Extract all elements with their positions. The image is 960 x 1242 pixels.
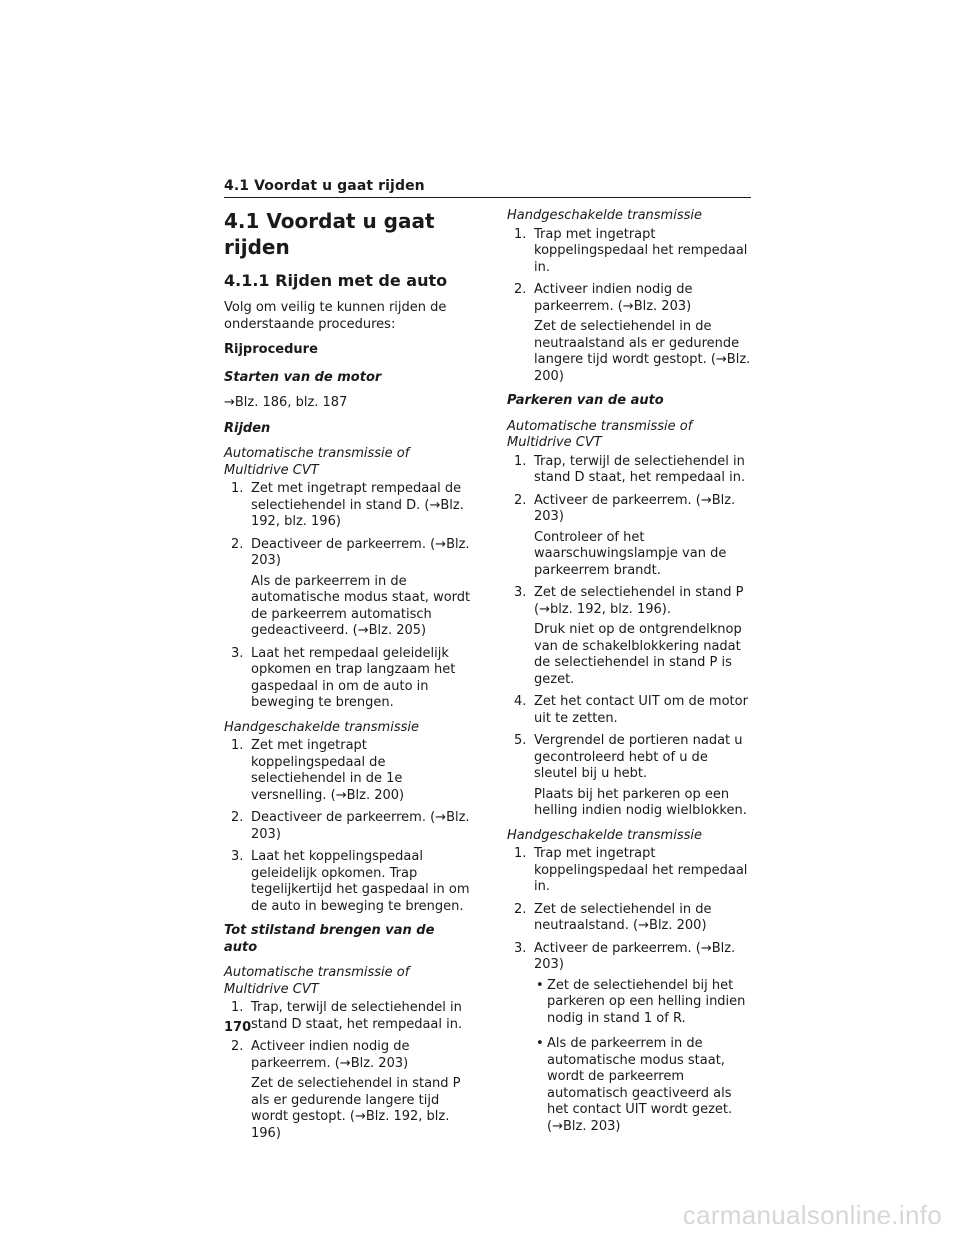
running-header: 4.1 Voordat u gaat rijden xyxy=(224,178,751,198)
bullet-item: • Zet de selectiehendel bij het parkeren op een helling indien nodig in stand 1 of R. xyxy=(534,978,753,1028)
list-item: 1. Trap met ingetrapt koppelingspedaal het rempedaal in. xyxy=(514,846,748,894)
start-title: Starten van de motor xyxy=(224,369,382,385)
list-item: 2. Zet de selectiehendel in de neutraalstand. (→Blz. 200) xyxy=(514,901,712,933)
list-item: 2. Activeer indien nodig de parkeerrem. (→Blz. 203) Zet de selectiehendel in stand P als er gedurende langere tijd wordt gestopt. (→Blz. 192, blz. 196) xyxy=(231,1039,472,1142)
list-item: 1. Trap, terwijl de selectiehendel in stand D staat, het rempedaal in. xyxy=(514,453,746,485)
list-item: 1. Zet met ingetrapt koppelingspedaal de selectiehendel in de 1e versnelling. (→Blz. 200) xyxy=(231,738,405,803)
step-note: Zet de selectiehendel in de neutraalstand als er gedurende langere tijd wordt gestopt. (→Blz. 200) xyxy=(534,319,751,384)
list-item: 2. Deactiveer de parkeerrem. (→Blz. 203) Als de parkeerrem in de automatische modus staat, wordt de parkeerrem automatisch gedeactiveerd. (→Blz. 205) xyxy=(231,536,471,638)
bullet-item: • Als de parkeerrem in de automatische modus staat, wordt de parkeerrem automatisch geactiveerd als het contact UIT wordt gezet. (→Blz. 203) xyxy=(534,1036,753,1135)
intro-text: Volg om veilig te kunnen rijden de onderstaande procedures: xyxy=(224,300,447,332)
stop-manual-steps xyxy=(507,227,753,386)
list-item: 1. Zet met ingetrapt rempedaal de selectiehendel in stand D. (→Blz. 192, blz. 196) xyxy=(231,481,464,529)
step-note: Controleer of het waarschuwingslampje van de parkeerrem brandt. xyxy=(534,529,727,578)
right-column xyxy=(507,208,753,1144)
list-item: 3. Zet de selectiehendel in stand P (→blz. 192, blz. 196). Druk niet op de ontgrendelknop van de schakelblokkering nadat de selectiehendel in stand P is gezet. xyxy=(514,585,753,688)
drive-title: Rijden xyxy=(224,420,271,436)
section-heading: 4.1.1 Rijden met de auto xyxy=(224,271,448,290)
park-manual-bullets xyxy=(534,978,753,1136)
start-reference: →Blz. 186, blz. 187 xyxy=(224,395,348,410)
step-note: Zet de selectiehendel in stand P als er gedurende langere tijd wordt gestopt. (→Blz. 192, blz. 196) xyxy=(251,1076,461,1141)
stop-auto-label: Automatische transmissie of Multidrive CVT xyxy=(224,965,410,997)
list-item: 3. Activeer de parkeerrem. (→Blz. 203) • Zet de selectiehendel bij het parkeren op een helling indien nodig in stand 1 of R. • Als de parkeerrem in de automatische modus staat, wordt de parkeerrem automatisch geactiveerd als het contact UIT wordt gezet. (→Blz. 203) xyxy=(514,941,753,1136)
park-auto-steps xyxy=(507,454,753,820)
drive-auto-steps xyxy=(224,481,472,712)
page-number: 170 xyxy=(224,1020,252,1035)
list-item: 4. Zet het contact UIT om de motor uit te zetten. xyxy=(514,694,748,726)
list-item: 1. Trap, terwijl de selectiehendel in stand D staat, het rempedaal in. xyxy=(231,1000,463,1032)
list-item: 3. Laat het rempedaal geleidelijk opkomen en trap langzaam het gaspedaal in om de auto in beweging te brengen. xyxy=(231,645,456,710)
drive-manual-steps xyxy=(224,738,472,915)
park-auto-label: Automatische transmissie of Multidrive CVT xyxy=(507,418,693,450)
stop-manual-label: Handgeschakelde transmissie xyxy=(507,208,702,223)
left-column xyxy=(224,208,472,1150)
list-item: 1. Trap met ingetrapt koppelingspedaal het rempedaal in. xyxy=(514,226,748,275)
park-title: Parkeren van de auto xyxy=(507,393,664,408)
procedure-title: Rijprocedure xyxy=(224,342,318,357)
step-note: Als de parkeerrem in de automatische modus staat, wordt de parkeerrem automatisch gedeactiveerd. (→Blz. 205) xyxy=(251,573,471,638)
step-note: Plaats bij het parkeren op een helling indien nodig wielblokken. xyxy=(534,786,747,818)
drive-manual-label: Handgeschakelde transmissie xyxy=(224,719,419,735)
list-item: 2. Activeer indien nodig de parkeerrem. (→Blz. 203) Zet de selectiehendel in de neutraalstand als er gedurende langere tijd wordt gestopt. (→Blz. 200) xyxy=(514,282,753,385)
stop-auto-steps xyxy=(224,1000,472,1142)
park-manual-steps xyxy=(507,846,753,1135)
list-item: 5. Vergrendel de portieren nadat u gecontroleerd hebt of u de sleutel bij u hebt. Plaats bij het parkeren op een helling indien nodig wielblokken. xyxy=(514,733,753,820)
drive-auto-label: Automatische transmissie of Multidrive CVT xyxy=(224,446,410,478)
stop-title: Tot stilstand brengen van de auto xyxy=(224,923,435,955)
park-manual-label: Handgeschakelde transmissie xyxy=(507,827,702,843)
chapter-heading: 4.1 Voordat u gaat rijden xyxy=(224,209,435,259)
watermark: carmanualsonline.info xyxy=(682,1200,942,1230)
list-item: 2. Deactiveer de parkeerrem. (→Blz. 203) xyxy=(231,810,470,842)
list-item: 2. Activeer de parkeerrem. (→Blz. 203) Controleer of het waarschuwingslampje van de parkeerrem brandt. xyxy=(514,493,753,580)
step-note: Druk niet op de ontgrendelknop van de schakelblokkering nadat de selectiehendel in stand P is gezet. xyxy=(534,622,742,687)
list-item: 3. Laat het koppelingspedaal geleidelijk opkomen. Trap tegelijkertijd het gaspedaal in om de auto in beweging te brengen. xyxy=(231,849,470,914)
